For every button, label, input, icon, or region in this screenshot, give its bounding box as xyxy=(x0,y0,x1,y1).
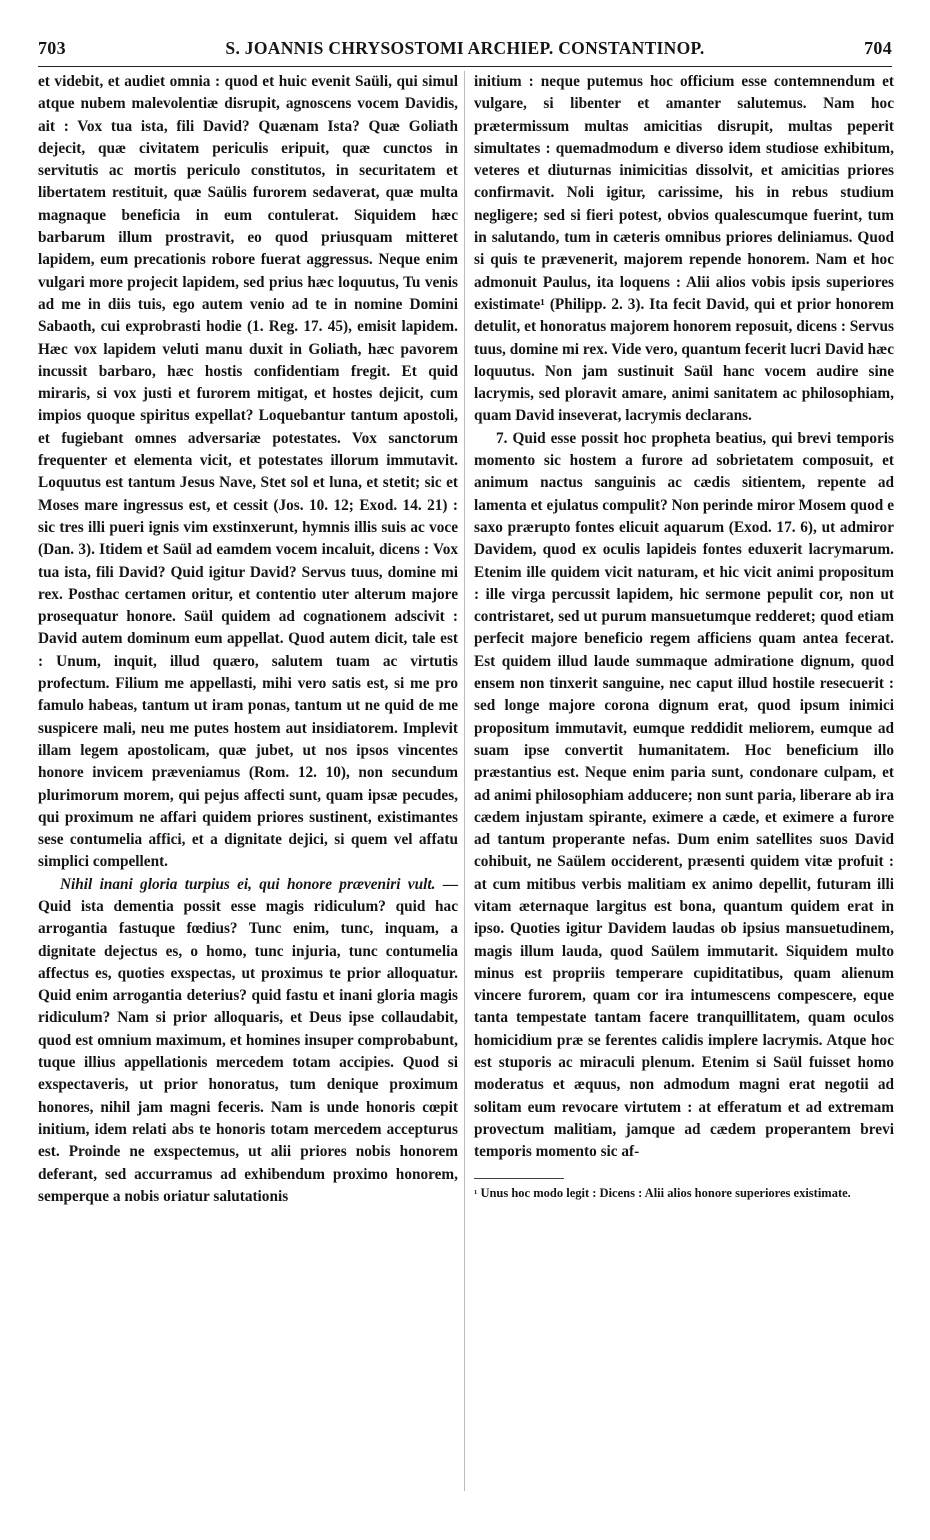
left-column xyxy=(38,71,458,1208)
left-paragraph-2 xyxy=(38,874,458,1208)
section-heading: Nihil inani gloria turpius ei, qui honore præveniri vult. xyxy=(60,875,436,893)
column-divider xyxy=(464,71,465,1491)
footnote-text: Unus hoc modo legit : Dicens : Alii alios honore superiores existimate. xyxy=(480,1185,851,1200)
running-header xyxy=(38,36,892,67)
right-paragraph-2: 7. Quid esse possit hoc propheta beatius, qui brevi temporis momento sic hostem a furore ad sobrietatem composuit, et animum nactus sanguinis ac cædis sitientem, repente ad lamenta et ejulatus compulit? Non perinde miror Mosem quod e saxo prærupto fontes elicuit aquarum (Exod. 17. 6), ut admiror Davidem, quod ex oculis lapideis fontes eduxerit lacrymarum. Etenim ille quidem vicit naturam, et hic vicit animi propositum : ille virga percussit lapidem, hic sermone pepulit cor, non ut contristaret, sed ut purum mansuetumque redderet; quod etiam perfecit majore beneficio regem afficiens quam antea fecerat. Est quidem illud laude summaque admiratione dignum, quod ensem non tinxerit sanguine, nec caput illud hostile resecuerit : sed longe majore corona dignum erat, quod ipsum inimici propositum immutavit, eumque reddidit meliorem, eumque ad suam ipse convertit humanitatem. Hoc beneficium illo præstantius est. Neque enim paria sunt, condonare culpam, et ad animi philosophiam adducere; non sunt paria, liberare ab ira cædem injustam spirante, eximere a cæde, et eximere a furore ad tantum properante nefas. Dum enim satellites suos David cohibuit, ne Saülem occiderent, præsenti quidem vitæ profuit : at cum mitibus verbis malitiam ex animo depellit, futuram illi vitam æternaque largitus est bona, quantum quidem erat in ipso. Quoties igitur Davidem laudas ob ipsius mansuetudinem, magis illum lauda, quod Saülem immutarit. Siquidem multo minus est propriis temperare cupiditatibus, quam alienum vincere furorem, quam cor ira intumescens compescere, eque tanta tempestate tantam facere tranquillitatem, quam oculos homicidium præ se ferentes calidis implere lacrymis. Atque hoc est stuporis ac miraculi plenum. Etenim si Saül fuisset homo moderatus et æquus, non admodum magni erat negotii ad solitam eum revocare virtutem : at efferatum et ad extremam provectum malitiam, jamque ad cædem properantem brevi temporis momento sic af- xyxy=(474,429,894,1161)
right-paragraph-1: initium : neque putemus hoc officium esse contemnendum et vulgare, si libenter et amanter salutemus. Nam hoc prætermissum multas amicitias disrupit, multas peperit simultates : quemadmodum e diverso idem studiose exhibitum, veteres et diuturnas inimicitias dissolvit, et amicitias priores confirmavit. Noli igitur, carissime, his in rebus studium negligere; sed si fieri potest, obvios qualescumque fuerint, tum in salutando, tum in cæteris omnibus priores deliniamus. Quod si quis te prævenerit, majorem repende honorem. Nam et hoc admonuit Paulus, ita loquens : Alii alios vobis ipsis superiores existimate¹ (Philipp. 2. 3). Ita fecit David, qui et prior honorem detulit, et honoratus majorem honorem reposuit, dicens : Servus tuus, domine mi rex. Vide vero, quantum fecerit lucri David hæc loquutus. Non jam sustinuit Saül hanc vocem audire sine lacrymis, sed ploravit amare, animi sanitatem ac philosophiam, quam David inseverat, lacrymis declarans. xyxy=(474,73,894,425)
footnote xyxy=(474,1185,894,1202)
text-columns xyxy=(36,71,894,1531)
left-paragraph-1: et videbit, et audiet omnia : quod et huic evenit Saüli, qui simul atque nubem malevolentiæ disrupit, agnoscens vocem Davidis, ait : Vox tua ista, fili David? Quænam Ista? Quæ Goliath dejecit, quæ civitatem periculis eripuit, quæ cunctos in servitutis ac mortis periculo constitutos, in securitatem et libertatem restituit, quæ Saülis furorem sedaverat, quæ multa magnaque beneficia in eum contulerat. Siquidem hæc barbarum illum prostravit, eo quod priusquam mitteret lapidem, eum precationis robore fuerat aggressus. Neque enim vulgari more projecit lapidem, sed prius hæc loquutus, Tu venis ad me in diis tuis, ego autem venio ad te in nomine Domini Sabaoth, cui exprobrasti hodie (1. Reg. 17. 45), emisit lapidem. Hæc vox lapidem veluti manu duxit in Goliath, hæc pavorem incussit barbaro, hæc hostis confidentiam fregit. Et quid miraris, si vox justi et furorem mitigat, et hostes dejicit, cum impios quoque spiritus expellat? Loquebantur tantum apostoli, et fugiebant omnes adversariæ potestates. Vox sanctorum frequenter et elementa vicit, et potestates illorum immutavit. Loquutus est tantum Jesus Nave, Stet sol et luna, et stetit; sic et Moses mare ingressus est, et cessit (Jos. 10. 12; Exod. 14. 21) : sic tres illi pueri ignis vim exstinxerunt, hymnis illis suis ac voce (Dan. 3). Itidem et Saül ad eamdem vocem incaluit, dicens : Vox tua ista, fili David? Quid igitur David? Servus tuus, domine mi rex. Posthac certamen oritur, et contentio uter alterum majore prosequatur honore. Saül quidem ad cognationem adscivit : David autem dominum eum appellat. Quod autem dicit, tale est : Unum, inquit, illud quæro, salutem tuam ac virtutis profectum. Filium me appellasti, mihi vero satis est, si me pro famulo habeas, tantum ut iram ponas, tantum ut ne quid de me suspicere mali, neu me putes hostem aut insidiatorem. Implevit illam legem apostolicam, quæ jubet, ut nos ipsos vincentes honore invicem præveniamus (Rom. 12. 10), non secundum plurimorum morem, qui pejus affecti sunt, quam ipsæ pecudes, qui proximum ne affari quidem priores sustinent, existimantes sese contumelia affici, et a dignitate dejici, si quem vel affatu simplici compellent. xyxy=(38,73,458,871)
right-column xyxy=(474,71,894,1202)
footnote-rule xyxy=(474,1178,564,1179)
page-number-left: 703 xyxy=(38,38,66,58)
running-title: S. JOANNIS CHRYSOSTOMI ARCHIEP. CONSTANTINOP. xyxy=(225,38,705,58)
left-paragraph-2-body: — Quid ista dementia possit esse magis ridiculum? quid hac arrogantia fastuque fœdius? Tunc enim, tunc, inquam, a dignitate dejectus es, o homo, tunc injuria, tunc contumelia affectus es, quoties exspectas, ut proximus te prior alloquatur. Quid enim arrogantia deterius? quid fastu et inani gloria magis ridiculum? Nam si prior alloquaris, et Deus ipse collaudabit, quod est omnium maximum, et homines insuper comprobabunt, tuque illius appellationis mercedem totam accipies. Quod si exspectaveris, ut prior honoratus, tum denique proximum honores, nihil jam magni feceris. Nam is unde honoris cœpit initium, idem relati abs te honoris totam mercedem accepturus est. Proinde ne exspectemus, ut alii priores nobis honorem deferant, sed accurramus ad exhibendum proximo honorem, semperque a nobis oriatur salutationis xyxy=(38,875,458,1205)
page-number-right: 704 xyxy=(864,38,892,58)
footnote-mark: ¹ xyxy=(474,1187,478,1200)
